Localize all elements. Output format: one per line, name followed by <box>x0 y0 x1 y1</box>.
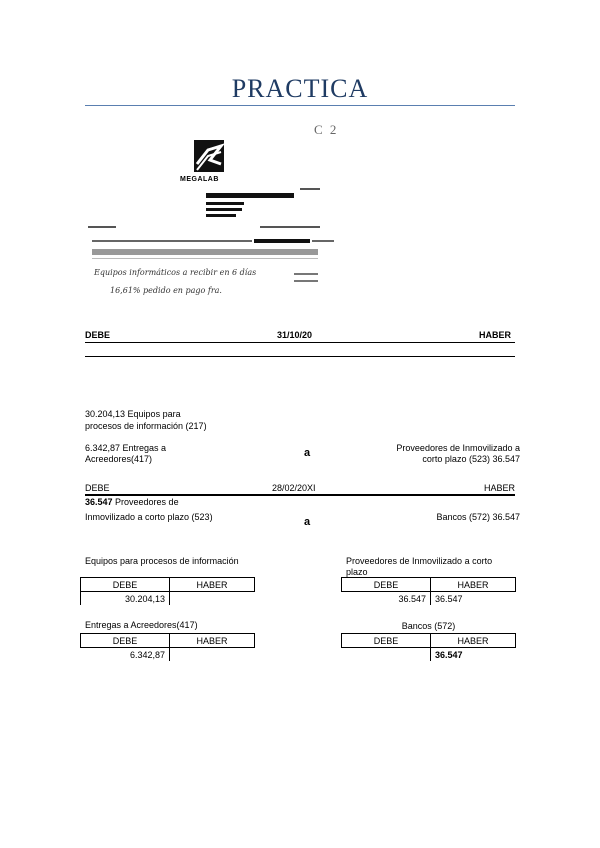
t-account-entregas <box>80 633 255 661</box>
t-account-haber-header: HABER <box>431 578 516 592</box>
t-account-haber-header: HABER <box>170 634 255 648</box>
t-account-debe-header: DEBE <box>81 578 170 592</box>
t-account-haber-header: HABER <box>170 578 255 592</box>
t-account-bancos-title: Bancos (572) <box>401 621 456 631</box>
t-account-debe-value: 30.204,13 <box>81 592 170 606</box>
entry2-debit-amount: 36.547 <box>85 497 113 507</box>
scan-text-line <box>260 226 320 228</box>
scan-text-line <box>92 249 318 255</box>
entry2-a: a <box>304 516 311 528</box>
megalab-logo-icon <box>194 140 224 172</box>
title-underline <box>85 105 515 106</box>
t-account-equipos-title: Equipos para procesos de información <box>85 556 239 566</box>
t-account-debe-value: 6.342,87 <box>81 648 170 662</box>
t-account-haber-value <box>170 648 255 662</box>
page-title: PRACTICA <box>231 74 369 103</box>
entry1-credit-line1: Proveedores de Inmovilizado a <box>396 443 520 453</box>
t-account-haber-value: 36.547 <box>431 648 516 662</box>
entry1-debe-label: DEBE <box>85 330 111 340</box>
t-account-debe-header: DEBE <box>342 634 431 648</box>
entry2-haber-label: HABER <box>484 483 516 493</box>
t-account-proveedores <box>341 577 516 605</box>
t-account-debe-value <box>342 648 431 662</box>
entry1-debit-line1: 30.204,13 Equipos para <box>85 409 181 419</box>
entry2-debit-line1 <box>85 497 179 507</box>
scan-text-line <box>88 226 116 228</box>
scan-text-line <box>294 273 318 275</box>
t-account-debe-header: DEBE <box>81 634 170 648</box>
entry1-date: 31/10/20 <box>277 330 313 340</box>
t-account-haber-value: 36.547 <box>431 592 516 606</box>
t-account-proveedores-title-line1: Proveedores de Inmovilizado a corto <box>346 556 493 566</box>
entry1-credit-line2: corto plazo (523) 36.547 <box>422 454 520 464</box>
entry2-debit-line2: Inmovilizado a corto plazo (523) <box>85 512 213 522</box>
scan-text-line <box>312 240 334 242</box>
entry2-date: 28/02/20XI <box>272 483 316 493</box>
entry1-debit2-line2: Acreedores(417) <box>85 454 153 464</box>
entry1-rule <box>85 356 515 357</box>
t-account-bancos <box>341 633 516 661</box>
t-account-debe-header: DEBE <box>342 578 431 592</box>
entry1-haber-label: HABER <box>479 330 512 340</box>
scan-text-line <box>92 258 318 259</box>
entry1-debit2-line1: 6.342,87 Entregas a <box>85 443 167 453</box>
scan-text-line <box>300 188 320 190</box>
megalab-logo-text: MEGALAB <box>180 176 219 183</box>
entry2-debe-label: DEBE <box>85 483 110 493</box>
entry2-debit-account: Proveedores de <box>112 497 179 507</box>
redaction-bar <box>206 202 244 205</box>
t-account-entregas-title: Entregas a Acreedores(417) <box>85 620 198 630</box>
entry1-a: a <box>304 447 311 459</box>
t-account-haber-header: HABER <box>431 634 516 648</box>
entry1-header-rule <box>85 342 515 343</box>
redaction-bar <box>206 193 294 198</box>
entry2-credit: Bancos (572) 36.547 <box>436 512 520 522</box>
t-account-equipos <box>80 577 255 605</box>
handwritten-note-line1: Equipos informáticos a recibir en 6 días <box>94 268 257 277</box>
entry1-debit-line2: procesos de información (217) <box>85 421 207 431</box>
scan-text-line <box>294 280 318 282</box>
t-account-debe-value: 36.547 <box>342 592 431 606</box>
invoice-scan <box>88 118 348 308</box>
scan-text-line <box>92 240 252 242</box>
handwritten-note-line2: 16,61% pedido en pago fra. <box>110 286 222 295</box>
redaction-bar <box>206 214 236 217</box>
page-mark: C 2 <box>314 122 339 137</box>
redaction-bar <box>206 208 242 211</box>
redaction-bar <box>254 239 310 243</box>
entry2-header-rule <box>85 494 515 496</box>
t-account-proveedores-title-line2: plazo <box>346 567 368 577</box>
t-account-haber-value <box>170 592 255 606</box>
